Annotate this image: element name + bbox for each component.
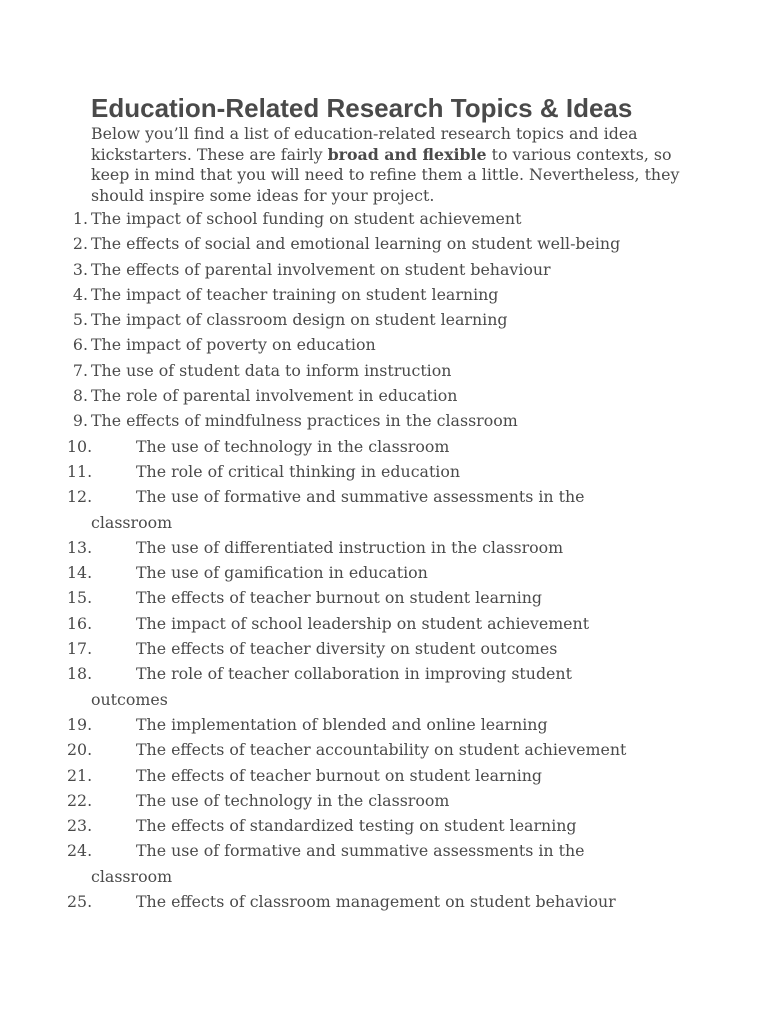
topic-text: The effects of teacher diversity on student outcomes xyxy=(136,639,558,659)
topic-item xyxy=(0,484,651,535)
topic-text: The effects of social and emotional learning on student well-being xyxy=(91,234,621,254)
topic-number: 5. xyxy=(72,310,88,330)
topic-item xyxy=(0,611,651,636)
topic-item xyxy=(0,838,651,889)
topic-number: 13. xyxy=(67,537,93,557)
topic-item xyxy=(0,585,651,610)
topic-text: The implementation of blended and online learning xyxy=(136,714,548,734)
topic-number: 6. xyxy=(72,335,88,355)
topic-text: The use of student data to inform instruction xyxy=(91,360,452,380)
topic-text: The impact of poverty on education xyxy=(91,335,376,355)
topic-item xyxy=(0,788,651,813)
topic-text: The effects of standardized testing on student learning xyxy=(136,816,577,836)
topic-item xyxy=(0,206,651,231)
topic-text: The use of formative and summative assessments in the classroom xyxy=(91,841,585,886)
topic-text: The effects of teacher accountability on student achievement xyxy=(136,740,627,760)
topic-text: The role of parental involvement in education xyxy=(91,386,458,406)
topic-item xyxy=(0,712,651,737)
page-title: Education-Related Research Topics & Ideas xyxy=(91,93,633,123)
topic-item xyxy=(0,636,651,661)
topic-number: 8. xyxy=(72,386,88,406)
topic-number: 17. xyxy=(67,639,93,659)
topic-text: The impact of school leadership on student achievement xyxy=(136,613,590,633)
document-page xyxy=(0,92,768,914)
topic-text: The effects of teacher burnout on student learning xyxy=(136,765,543,785)
intro-bold-phrase: broad and flexible xyxy=(327,144,487,164)
topic-item xyxy=(0,889,651,914)
intro-paragraph xyxy=(91,124,691,206)
topic-item xyxy=(0,661,651,712)
topic-item xyxy=(0,434,651,459)
topic-text: The use of technology in the classroom xyxy=(136,436,450,456)
topic-item xyxy=(0,813,651,838)
topic-text: The effects of parental involvement on student behaviour xyxy=(91,259,551,279)
intro-text-end: to various contexts, so keep in mind that you will need to refine them a little. Nevertheless, they should inspire some ideas for your project. xyxy=(91,144,680,205)
topic-number: 11. xyxy=(67,461,93,481)
topic-number: 7. xyxy=(72,360,88,380)
intro-text-start: Below you’ll find a list of education-related research topics and idea kickstarters. These are fairly xyxy=(91,124,638,164)
topic-item xyxy=(0,307,651,332)
topic-number: 2. xyxy=(72,234,88,254)
topic-item xyxy=(0,408,651,433)
topic-text: The role of critical thinking in education xyxy=(136,461,461,481)
topic-number: 9. xyxy=(72,411,88,431)
topic-number: 4. xyxy=(72,284,88,304)
topic-text: The impact of school funding on student achievement xyxy=(91,209,522,228)
topic-number: 19. xyxy=(67,714,93,734)
topic-text: The impact of teacher training on student learning xyxy=(91,284,499,304)
topic-item xyxy=(0,332,651,357)
topic-text: The use of gamification in education xyxy=(136,563,428,583)
topic-number: 20. xyxy=(67,740,93,760)
topic-number: 12. xyxy=(67,487,93,507)
topic-item xyxy=(0,535,651,560)
topic-number: 3. xyxy=(72,259,88,279)
topic-item xyxy=(0,358,651,383)
topic-number: 24. xyxy=(67,841,93,861)
topic-text: The use of technology in the classroom xyxy=(136,790,450,810)
topic-item xyxy=(0,459,651,484)
topic-item xyxy=(0,231,651,256)
topics-list xyxy=(0,206,768,914)
topic-item xyxy=(0,257,651,282)
topic-item xyxy=(0,737,651,762)
topic-number: 16. xyxy=(67,613,93,633)
topic-number: 18. xyxy=(67,664,93,684)
topic-number: 15. xyxy=(67,588,93,608)
topic-number: 25. xyxy=(67,892,93,912)
topic-text: The use of formative and summative assessments in the classroom xyxy=(91,487,585,532)
topic-number: 14. xyxy=(67,563,93,583)
topic-number: 23. xyxy=(67,816,93,836)
topic-text: The effects of classroom management on student behaviour xyxy=(136,892,616,912)
topic-number: 22. xyxy=(67,790,93,810)
topic-item xyxy=(0,763,651,788)
topic-item xyxy=(0,560,651,585)
topic-text: The role of teacher collaboration in improving student outcomes xyxy=(91,664,572,709)
topic-text: The effects of mindfulness practices in the classroom xyxy=(91,411,518,431)
topic-number: 1. xyxy=(72,209,88,228)
topic-item xyxy=(0,282,651,307)
topic-number: 10. xyxy=(67,436,93,456)
topic-number: 21. xyxy=(67,765,93,785)
topic-item xyxy=(0,383,651,408)
topic-text: The impact of classroom design on student learning xyxy=(91,310,508,330)
topic-text: The use of differentiated instruction in the classroom xyxy=(136,537,564,557)
topic-text: The effects of teacher burnout on student learning xyxy=(136,588,543,608)
